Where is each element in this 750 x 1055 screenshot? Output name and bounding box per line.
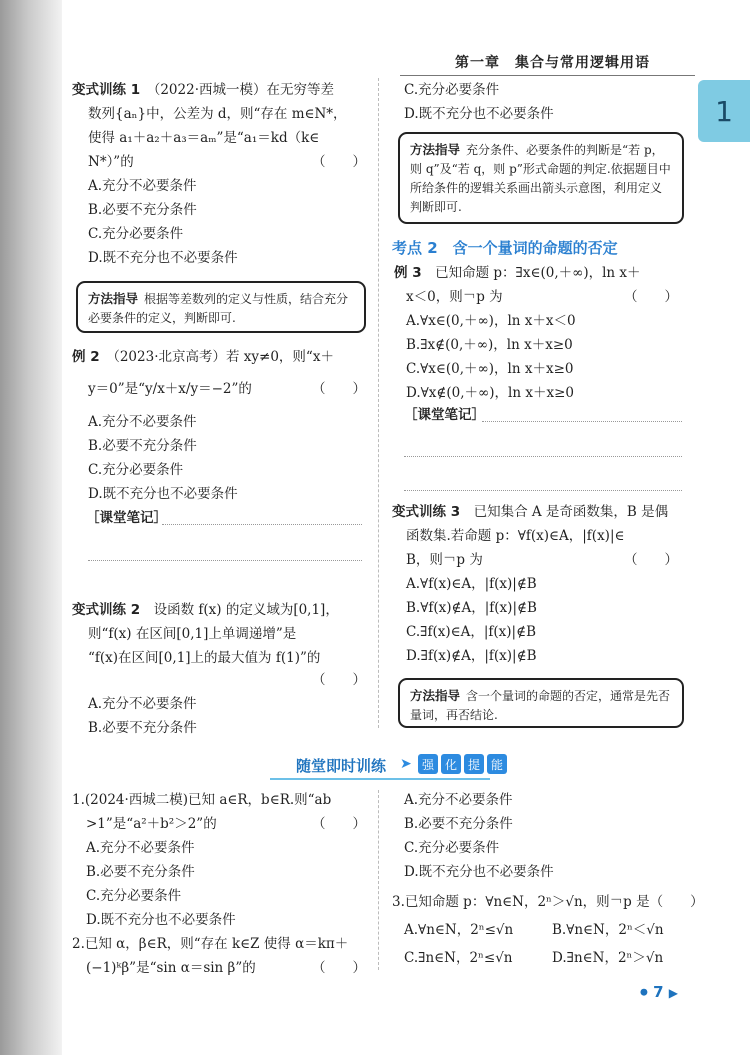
example-2-line1: （2023·北京高考）若 xy≠0，则“x＋ [113, 349, 334, 365]
banner-chip: 强 [418, 754, 438, 774]
exercise-2-head: 变式训练 2 [72, 602, 141, 618]
option-a: A.充分不必要条件 [404, 792, 513, 808]
exercise-2 [72, 600, 339, 620]
answer-bracket: （ ） [312, 381, 366, 397]
notes-line [404, 456, 682, 457]
exercise-3-line1: 已知集合 A 是奇函数集，B 是偶 [473, 504, 669, 520]
notes-line [162, 524, 362, 525]
option-a: A.充分不必要条件 [88, 414, 197, 430]
option-b: B.∀f(x)∉A，|f(x)|∉B [406, 600, 537, 616]
notes-line [88, 560, 362, 561]
method-guide-tag: 方法指导 [410, 688, 461, 703]
option-d: D.∃n∈N，2ⁿ＞√n [552, 950, 664, 966]
notes-line [482, 421, 682, 422]
method-guide-text: 含一个量词的命题的否定，通常是先否量词，再否结论. [410, 689, 671, 722]
option-c: C.充分必要条件 [404, 82, 500, 98]
page-number: ● 7 ▶ [640, 983, 678, 1001]
method-guide-3 [398, 678, 684, 728]
option-d: D.既不充分也不必要条件 [404, 864, 554, 880]
answer-bracket: （ ） [312, 154, 366, 170]
notes-line [404, 490, 682, 491]
option-d: D.既不充分也不必要条件 [86, 912, 236, 928]
column-divider [378, 78, 379, 728]
example-3 [394, 263, 641, 283]
exercise-1-head: 变式训练 1 [72, 82, 141, 98]
method-guide-tag: 方法指导 [88, 291, 139, 306]
option-b: B.∀n∈N，2ⁿ＜√n [552, 922, 664, 938]
method-guide-2 [398, 132, 684, 224]
option-c: C.∀x∈(0,＋∞)，ln x＋x≥0 [406, 361, 574, 377]
exercise-1-line4: N*）”的 [88, 154, 134, 170]
chapter-tab: 1 [698, 80, 750, 142]
method-guide-text: 根据等差数列的定义与性质，结合充分必要条件的定义，判断即可. [88, 292, 349, 325]
banner-chip: 化 [441, 754, 461, 774]
page-number-value: 7 [653, 983, 664, 1001]
option-c: C.充分必要条件 [86, 888, 182, 904]
exercise-3-head: 变式训练 3 [392, 504, 461, 520]
practice-q1-line1: 1.(2024·西城二模)已知 a∈R，b∈R.则“ab [72, 792, 332, 808]
option-a: A.充分不必要条件 [88, 178, 197, 194]
example-2 [72, 347, 334, 367]
option-d: D.既不充分也不必要条件 [88, 486, 238, 502]
example-3-line1: 已知命题 p：∃x∈(0,＋∞)，ln x＋ [435, 265, 641, 281]
header-rule [400, 75, 695, 76]
example-3-head: 例 3 [394, 265, 422, 281]
option-b: B.∃x∉(0,＋∞)，ln x＋x≥0 [406, 337, 573, 353]
option-b: B.必要不充分条件 [86, 864, 195, 880]
method-guide-tag: 方法指导 [410, 142, 461, 157]
column-divider-lower [378, 790, 379, 970]
practice-banner-title: 随堂即时训练 [296, 757, 387, 775]
banner-chip: 能 [487, 754, 507, 774]
option-b: B.必要不充分条件 [88, 202, 197, 218]
practice-q2-line2: (−1)ᵏβ”是“sin α＝sin β”的 [86, 960, 256, 976]
example-2-head: 例 2 [72, 349, 100, 365]
option-c: C.充分必要条件 [404, 840, 500, 856]
practice-q3-line1: 3.已知命题 p：∀n∈N，2ⁿ＞√n，则￢p 是（ ） [392, 894, 704, 910]
option-a: A.充分不必要条件 [88, 696, 197, 712]
exercise-2-line3: “f(x)在区间[0,1]上的最大值为 f(1)”的 [88, 650, 321, 666]
chapter-header: 第一章 集合与常用逻辑用语 [455, 55, 650, 71]
answer-bracket: （ ） [624, 552, 678, 568]
answer-bracket: （ ） [624, 289, 678, 305]
key-point-2-title: 考点 2 含一个量词的命题的否定 [392, 239, 618, 257]
exercise-1-line2: 数列{aₙ}中，公差为 d，则“存在 m∈N*， [88, 106, 347, 122]
option-d: D.既不充分也不必要条件 [88, 250, 238, 266]
option-c: C.∃f(x)∈A，|f(x)|∉B [406, 624, 537, 640]
banner-arrow-icon: ➤ [400, 756, 412, 772]
option-b: B.必要不充分条件 [88, 438, 197, 454]
class-notes-label: ［课堂笔记］ [404, 407, 485, 423]
option-c: C.充分必要条件 [88, 226, 184, 242]
option-c: C.充分必要条件 [88, 462, 184, 478]
option-a: A.∀n∈N，2ⁿ≤√n [404, 922, 514, 938]
option-c: C.∃n∈N，2ⁿ≤√n [404, 950, 513, 966]
answer-bracket: （ ） [312, 960, 366, 976]
option-d: D.既不充分也不必要条件 [404, 106, 554, 122]
class-notes-label: ［课堂笔记］ [86, 510, 167, 526]
exercise-3-line2: 函数集.若命题 p：∀f(x)∈A，|f(x)|∈ [406, 528, 625, 544]
option-d: D.∃f(x)∉A，|f(x)|∉B [406, 648, 537, 664]
option-b: B.必要不充分条件 [88, 720, 197, 736]
page-edge-shadow [0, 0, 62, 1055]
answer-bracket: （ ） [312, 672, 366, 688]
banner-chip: 提 [464, 754, 484, 774]
banner-underline [270, 778, 490, 780]
exercise-2-line1: 设函数 f(x) 的定义域为[0,1]， [153, 602, 339, 618]
option-d: D.∀x∉(0,＋∞)，ln x＋x≥0 [406, 385, 574, 401]
exercise-1 [72, 80, 334, 100]
option-a: A.∀x∈(0,＋∞)，ln x＋x＜0 [406, 313, 576, 329]
exercise-3 [392, 502, 668, 522]
exercise-1-line3: 使得 a₁＋a₂＋a₃＝aₘ”是“a₁＝kd（k∈ [88, 130, 320, 146]
example-2-line2: y＝0”是“y/x＋x/y＝−2”的 [88, 381, 252, 397]
method-guide-1 [76, 281, 366, 333]
practice-q2-line1: 2.已知 α，β∈R，则“存在 k∈Z 使得 α＝kπ＋ [72, 936, 349, 952]
option-b: B.必要不充分条件 [404, 816, 513, 832]
option-a: A.∀f(x)∈A，|f(x)|∉B [406, 576, 537, 592]
exercise-2-line2: 则“f(x) 在区间[0,1]上单调递增”是 [88, 626, 297, 642]
exercise-3-line3: B，则￢p 为 [406, 552, 483, 568]
option-a: A.充分不必要条件 [86, 840, 195, 856]
example-3-line2: x＜0，则￢p 为 [406, 289, 503, 305]
method-guide-text: 充分条件、必要条件的判断是“若 p，则 q”及“若 q，则 p”形式命题的判定.依据题目中所给条件的逻辑关系画出箭头示意图，利用定义判断即可. [410, 143, 671, 214]
practice-q1-line2: >1”是“a²＋b²＞2”的 [86, 816, 217, 832]
answer-bracket: （ ） [312, 816, 366, 832]
exercise-1-line1: （2022·西城一模）在无穷等差 [153, 82, 334, 98]
